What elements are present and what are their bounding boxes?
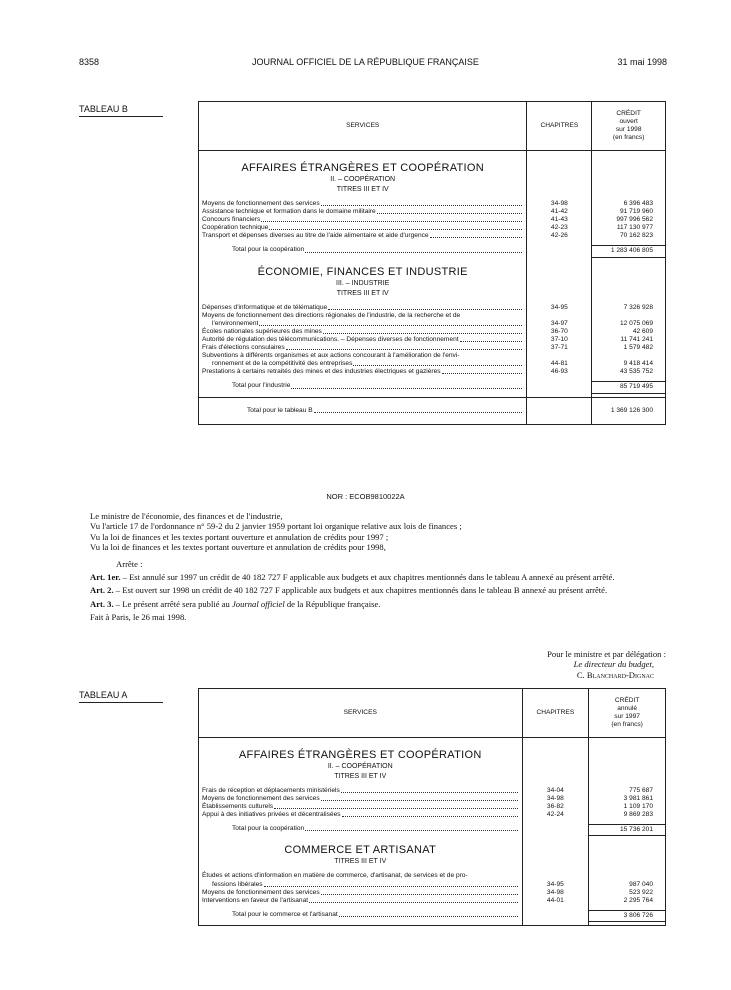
credit-header-line: annulé	[617, 704, 637, 712]
table-row	[199, 872, 666, 888]
section-total-row	[199, 240, 666, 260]
amount-cell: 7 326 928	[623, 303, 653, 311]
service-label: Concours financiers	[202, 216, 261, 224]
dot-leader	[339, 911, 518, 917]
table-row	[199, 336, 666, 344]
service-label-line	[202, 304, 523, 312]
service-cell	[199, 224, 527, 232]
empty-cell	[589, 738, 666, 788]
section-total-amount-cell	[592, 240, 666, 260]
dot-leader	[353, 360, 522, 366]
dot-leader	[286, 344, 523, 350]
empty-cell	[522, 819, 589, 839]
table-b-tag: TABLEAU B	[79, 104, 128, 114]
column-header-chapitres: CHAPITRES	[522, 689, 589, 738]
fait-a-paris: Fait à Paris, le 26 mai 1998.	[90, 612, 187, 623]
amount-cell: 3 981 861	[623, 795, 653, 803]
service-label-line	[202, 368, 523, 376]
amount-cell: 91 719 960	[619, 208, 653, 216]
service-label-line: Subventions à différents organismes et aux actions concourant à l'amélioration de l'envi-	[202, 352, 460, 360]
ministry-heading-cell	[199, 839, 523, 872]
service-label-line	[202, 232, 523, 240]
service-label-line	[202, 889, 519, 897]
service-label: Moyens de fonctionnement des services	[202, 200, 320, 207]
service-label-line	[202, 328, 523, 336]
decree-intro-1: Le ministre de l'économie, des finances et de l'industrie,	[90, 511, 283, 521]
article-3-label: Art. 3.	[90, 598, 114, 609]
ministry-heading-cell	[199, 738, 523, 788]
service-label-line	[202, 795, 519, 803]
page-number: 8358	[79, 57, 100, 67]
chapter-cell: 34-95	[527, 304, 592, 312]
amount-cell: 1 579 482	[623, 344, 653, 352]
service-label-line	[202, 360, 523, 368]
article-3	[80, 599, 666, 609]
service-label-line	[202, 897, 519, 905]
signature-line-1: Pour le ministre et par délégation :	[547, 649, 666, 659]
table-row	[199, 224, 666, 232]
service-label: ronnement et de la compétitivité des entreprises	[212, 360, 353, 368]
article-3-post: de la République française.	[284, 598, 381, 609]
article-2-label: Art. 2.	[90, 585, 114, 596]
service-label-line	[202, 200, 523, 208]
service-cell	[199, 328, 527, 336]
section-total-amount: 3 806 726	[589, 910, 665, 922]
chapter-cell: 42-24	[522, 811, 589, 819]
service-label: Interventions en faveur de l'artisanat	[202, 896, 309, 904]
table-row	[199, 368, 666, 376]
ministry-heading-cell	[199, 261, 527, 304]
chapter-cell: 44-01	[522, 897, 589, 905]
service-label: Prestations à certains retraités des mines et des industries électriques et gazières	[202, 368, 441, 376]
ministry-subtitle: III. – INDUSTRIE	[336, 279, 390, 287]
empty-cell	[527, 376, 592, 397]
service-cell	[199, 803, 523, 811]
credit-header-line: sur 1997	[614, 713, 640, 720]
service-label: Coopération technique	[202, 224, 269, 232]
section-total-amount: 1 283 406 805	[592, 245, 665, 257]
amount-cell: 2 295 764	[623, 896, 653, 904]
service-label: Moyens de fonctionnement des services	[202, 795, 320, 803]
table-row	[199, 216, 666, 224]
signature-line-3: C. Blanchard-Dignac	[576, 669, 654, 680]
chapter-cell: 42-26	[527, 232, 592, 240]
empty-cell	[527, 151, 592, 201]
table-row	[199, 889, 666, 897]
credit-header-line: CRÉDIT	[616, 109, 641, 117]
titres-label: TITRES III ET IV	[334, 858, 387, 866]
empty-cell	[522, 905, 589, 926]
grand-total-amount: 1 369 126 300	[592, 397, 666, 424]
table-row	[199, 811, 666, 819]
dot-leader	[305, 246, 522, 252]
chapter-cell: 34-98	[527, 200, 592, 208]
section-total-line	[202, 382, 523, 390]
column-header-credit	[592, 102, 666, 151]
amount-cell: 70 162 823	[619, 232, 653, 240]
issue-date: 31 mai 1998	[617, 57, 667, 67]
service-cell	[199, 811, 523, 819]
amount-cell: 9 869 283	[623, 811, 653, 819]
service-label: Dépenses d'informatique et de télématique	[202, 303, 328, 311]
section-total-row	[199, 819, 666, 839]
table-row	[199, 803, 666, 811]
dot-leader	[341, 787, 518, 793]
ministry-subtitle: II. – COOPÉRATION	[330, 176, 396, 183]
empty-cell	[592, 151, 666, 201]
section-total-amount-cell	[589, 819, 666, 839]
service-label-line: Moyens de fonctionnement des directions régionales de l'industrie, de la recherche et de	[202, 311, 461, 319]
service-cell	[199, 336, 527, 344]
service-label: Frais de réception et déplacements ministériels	[202, 787, 340, 794]
decree-intro-4: Vu la loi de finances et les textes portant ouverture et annulation de crédits pour 1998,	[90, 542, 386, 553]
service-label-line	[202, 320, 523, 328]
amount-cell: 9 418 414	[623, 360, 653, 368]
table-row	[199, 352, 666, 368]
section-total-label: Total pour le commerce et l'artisanat	[232, 910, 338, 918]
nor-line	[0, 492, 731, 502]
section-total-label-cell	[199, 819, 523, 839]
column-header-chapitres: CHAPITRES	[527, 102, 592, 151]
grand-total-label-cell	[199, 397, 527, 424]
chapter-cell: 44-81	[527, 352, 592, 368]
dot-leader	[314, 407, 523, 413]
table-a-tag-rule	[79, 702, 163, 703]
signature-line-2: Le directeur du budget,	[573, 659, 654, 670]
service-label: Appui à des initiatives privées et décentralisées	[202, 811, 341, 819]
titres-label: TITRES III ET IV	[336, 289, 389, 297]
amount-cell: 12 075 069	[619, 319, 653, 327]
service-label: fessions libérales	[212, 880, 263, 888]
section-total-amount-cell	[592, 376, 666, 397]
section-total-label: Total pour la coopération	[232, 246, 305, 254]
service-cell	[199, 897, 523, 905]
table-header-row	[199, 689, 666, 738]
service-cell	[199, 344, 527, 352]
dot-leader	[269, 224, 522, 230]
amount-cell: 775 687	[629, 787, 653, 794]
ministry-heading-row	[199, 738, 666, 788]
grand-total-line	[202, 407, 523, 415]
section-total-amount-cell	[589, 905, 666, 926]
titres-label: TITRES III ET IV	[336, 186, 389, 193]
service-label: l'environnement	[212, 319, 259, 327]
article-2	[80, 585, 666, 595]
column-header-services: SERVICES	[199, 689, 523, 738]
service-label: Autorité de régulation des télécommunications. – Dépenses diverses de fonctionnement	[202, 335, 459, 343]
article-1	[80, 572, 666, 582]
credit-header-line: (en francs)	[611, 721, 643, 729]
table-row	[199, 312, 666, 328]
service-label-line: Études et actions d'information en matière de commerce, d'artisanat, de services et de pro-	[202, 872, 468, 880]
service-label: Établissements culturels	[202, 803, 274, 811]
decree-intro-3: Vu la loi de finances et les textes portant ouverture et annulation de crédits pour 1997 ;	[90, 531, 389, 542]
table-row	[199, 200, 666, 208]
section-total-row	[199, 376, 666, 397]
empty-cell	[522, 839, 589, 872]
ministry-title: AFFAIRES ÉTRANGÈRES ET COOPÉRATION	[241, 162, 485, 174]
chapter-cell: 41-42	[527, 208, 592, 216]
service-label-line	[202, 336, 523, 344]
table-b-tag-rule	[79, 116, 163, 117]
section-total-label-cell	[199, 240, 527, 260]
dot-leader	[259, 320, 522, 326]
amount-cell: 42 609	[632, 327, 653, 335]
service-cell	[199, 232, 527, 240]
dot-leader	[377, 208, 523, 214]
dot-leader	[323, 328, 523, 334]
decree-body	[80, 511, 666, 623]
dot-leader	[274, 803, 517, 809]
service-label-line	[202, 811, 519, 819]
table-row	[199, 344, 666, 352]
chapter-cell: 34-98	[522, 795, 589, 803]
ministry-heading-cell	[199, 151, 527, 201]
chapter-cell: 37-10	[527, 336, 592, 344]
service-label-line	[202, 344, 523, 352]
dot-leader	[328, 304, 522, 310]
chapter-cell: 34-04	[522, 787, 589, 795]
table-row	[199, 232, 666, 240]
dot-leader	[460, 336, 523, 342]
credit-header-line: ouvert	[619, 117, 638, 125]
article-1-label: Art. 1er.	[90, 572, 121, 583]
empty-cell	[589, 839, 666, 872]
table-row	[199, 208, 666, 216]
service-label-line	[202, 803, 519, 811]
amount-cell: 117 130 977	[616, 224, 653, 232]
service-cell	[199, 889, 523, 897]
dot-leader	[291, 382, 522, 388]
ministry-title: AFFAIRES ÉTRANGÈRES ET COOPÉRATION	[238, 749, 482, 761]
ministry-heading-row	[199, 261, 666, 304]
column-header-services: SERVICES	[199, 102, 527, 151]
dot-leader	[309, 897, 517, 903]
table-a-tag: TABLEAU A	[79, 690, 128, 700]
section-total-amount: 85 719 495	[592, 381, 665, 393]
service-cell	[199, 352, 527, 368]
article-3-journal: Journal officiel	[231, 598, 285, 609]
chapter-cell: 41-43	[527, 216, 592, 224]
signature-block	[440, 649, 666, 680]
service-label-line	[202, 881, 519, 889]
service-cell	[199, 200, 527, 208]
service-label: Frais d'élections consulaires	[202, 344, 285, 352]
ministry-title: COMMERCE ET ARTISANAT	[284, 844, 437, 857]
empty-cell	[527, 240, 592, 260]
service-label-line	[202, 216, 523, 224]
credit-header-line: (en francs)	[612, 134, 645, 142]
empty-cell	[527, 261, 592, 304]
service-cell	[199, 208, 527, 216]
column-header-credit	[589, 689, 666, 738]
service-cell	[199, 304, 527, 312]
dot-leader	[321, 795, 518, 801]
amount-cell: 43 535 752	[619, 368, 653, 376]
grand-total-label: Total pour le tableau B	[247, 406, 313, 414]
service-cell	[199, 312, 527, 328]
service-label: Moyens de fonctionnement des services	[202, 888, 320, 896]
service-label-line	[202, 787, 519, 795]
section-total-label-cell	[199, 376, 527, 397]
chapter-cell: 34-97	[527, 312, 592, 328]
section-total-line	[202, 246, 523, 254]
titres-label: TITRES III ET IV	[334, 773, 387, 780]
article-1-text: – Est annulé sur 1997 un crédit de 40 182 727 F applicable aux budgets et aux chapitres mentionnés dans le tableau A annexé au présent arrêté.	[120, 572, 615, 583]
table-row	[199, 795, 666, 803]
service-label-line	[202, 208, 523, 216]
journal-title: JOURNAL OFFICIEL DE LA RÉPUBLIQUE FRANÇAISE	[252, 57, 479, 67]
service-label: Assistance technique et formation dans le domaine militaire	[202, 208, 376, 216]
table-row	[199, 787, 666, 795]
table-header-row	[199, 102, 666, 151]
amount-cell: 6 396 483	[623, 200, 653, 207]
dot-leader	[261, 216, 522, 222]
table-row	[199, 897, 666, 905]
ministry-heading-row	[199, 839, 666, 872]
service-label: Écoles nationales supérieures des mines	[202, 327, 322, 335]
chapter-cell: 42-23	[527, 224, 592, 232]
section-total-label-cell	[199, 905, 523, 926]
table-row	[199, 328, 666, 336]
service-cell	[199, 872, 523, 888]
chapter-cell: 46-93	[527, 368, 592, 376]
amount-cell: 987 040	[629, 880, 653, 888]
article-3-pre: – Le présent arrêté sera publié au	[113, 598, 232, 609]
ministry-subtitle: II. – COOPÉRATION	[327, 763, 393, 770]
service-label: Transport et dépenses diverses au titre de l'aide alimentaire et aide d'urgence	[202, 232, 429, 240]
service-cell	[199, 368, 527, 376]
service-cell	[199, 795, 523, 803]
decree-arrete: Arrête :	[116, 558, 143, 569]
section-total-line	[202, 825, 519, 833]
nor-reference: NOR : ECOB9810022A	[326, 492, 405, 501]
ministry-heading-row	[199, 151, 666, 201]
amount-cell: 523 922	[629, 888, 653, 896]
article-2-text: – Est ouvert sur 1998 un crédit de 40 182 727 F applicable aux budgets et aux chapitres mentionnés dans le tableau B annexé au présent arrêté.	[113, 585, 608, 596]
section-total-line	[202, 911, 519, 919]
dot-leader	[321, 889, 518, 895]
dot-leader	[442, 368, 523, 374]
service-cell	[199, 787, 523, 795]
dot-leader	[264, 881, 518, 887]
dot-leader	[430, 232, 523, 238]
section-total-amount: 15 736 201	[589, 824, 665, 836]
empty-cell	[592, 261, 666, 304]
empty-cell	[527, 397, 592, 424]
grand-total-row	[199, 397, 666, 424]
dot-leader	[305, 825, 517, 831]
chapter-cell: 36-82	[522, 803, 589, 811]
amount-cell: 1 109 170	[623, 803, 653, 811]
credit-header-line: CRÉDIT	[614, 696, 640, 704]
ministry-title: ÉCONOMIE, FINANCES ET INDUSTRIE	[257, 265, 468, 278]
amount-cell: 11 741 241	[620, 335, 653, 343]
decree-intro-2: Vu l'article 17 de l'ordonnance n° 59-2 du 2 janvier 1959 portant loi organique relative aux lois de finances ;	[90, 521, 462, 532]
table-b	[198, 101, 666, 425]
service-label-line	[202, 224, 523, 232]
chapter-cell: 36-70	[527, 328, 592, 336]
service-cell	[199, 216, 527, 224]
chapter-cell: 37-71	[527, 344, 592, 352]
table-a	[198, 688, 666, 926]
amount-cell: 997 996 562	[616, 216, 653, 224]
dot-leader	[342, 811, 518, 817]
section-total-row	[199, 905, 666, 926]
empty-cell	[522, 738, 589, 788]
section-total-label: Total pour l'industrie	[232, 382, 291, 390]
dot-leader	[321, 200, 523, 206]
section-total-label: Total pour la coopération	[232, 825, 305, 833]
credit-header-line: sur 1998	[615, 126, 642, 133]
chapter-cell: 34-98	[522, 889, 589, 897]
chapter-cell: 34-95	[522, 872, 589, 888]
table-row	[199, 304, 666, 312]
